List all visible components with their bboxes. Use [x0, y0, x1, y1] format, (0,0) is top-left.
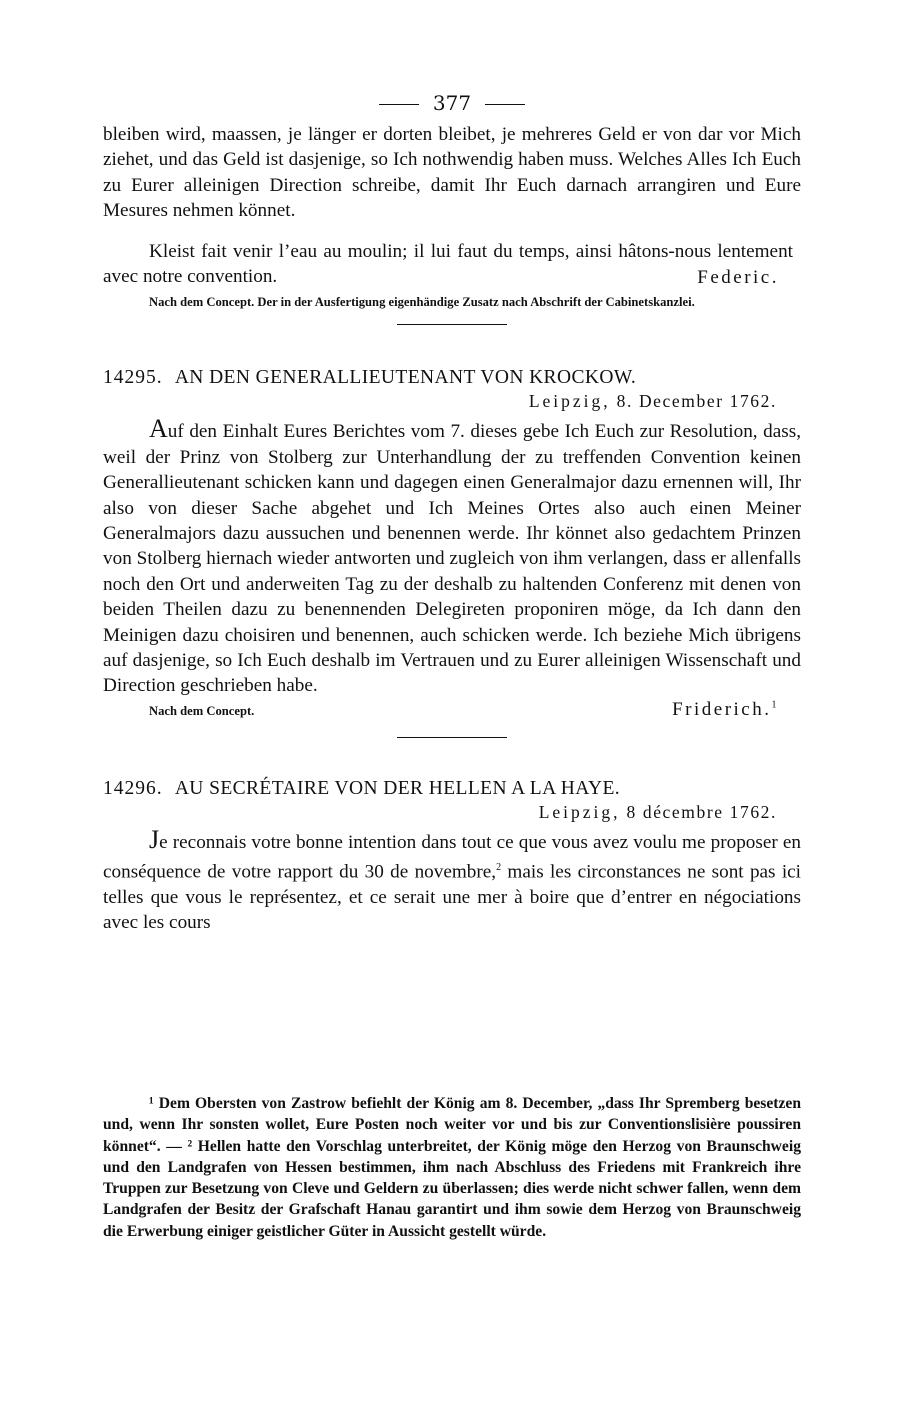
page-number-left-dash	[379, 104, 419, 105]
page-content	[103, 88, 801, 936]
letter-14296-heading	[103, 778, 801, 800]
letter-14296-dateline	[103, 802, 801, 823]
footnote-mark-2: 2	[496, 862, 502, 874]
page-number: 377	[432, 91, 472, 115]
continuation-text	[103, 122, 801, 291]
letter-14296-body	[103, 824, 802, 936]
letter-text: uf den Einhalt Eures Berichtes vom 7. dieses gebe Ich Euch zur Resolution, dass, weil der Prinz von Stolberg zur Unterhandlung der zu treffenden Convention keinen Generallieutenant schicken kann und dagegen einen Generalmajor dazu ernennen will, Ihr also von dieser Sache abgehet und Ich Meines Ortes also auch einen Meiner Generalmajors dazu aussuchen und benennen werde. Ihr könnet also gedachtem Prinzen von Stolberg hiernach wieder antworten und zugleich von ihm verlangen, dass er allenfalls noch den Ort und anderweiten Tag zu der deshalb zu haltenden Conferenz mit denen von beiden Theilen dazu zu benennenden Delegireten proponiren möge, da Ich dann den Meinigen dazu choisiren und benennen, auch schicken werde. Ich beziehe Mich übrigens auf dasjenige, so Ich Euch deshalb im Vertrauen und zu Eurer alleinigen Wissenschaft und Direction geschrieben habe.	[103, 421, 801, 697]
letter-date: 8. December 1762.	[616, 391, 777, 412]
paragraph-gap	[103, 224, 801, 239]
letter-source-note: Nach dem Concept.	[149, 703, 255, 718]
footnote-mark-1: 1	[771, 699, 779, 711]
letter-title: AU SECRÉTAIRE VON DER HELLEN A LA HAYE.	[174, 777, 621, 799]
continuation-paragraph-1: bleiben wird, maassen, je länger er dorten bleibet, je mehreres Geld er von dar vor Mich ziehet, und das Geld ist dasjenige, so Ich nothwendig haben muss. Welches Alles Ich Euch zu Eurer alleinigen Direction schreibe, damit Ihr Euch darnach arrangiren und Eure Mesures nehmen könnet.	[103, 124, 801, 222]
continuation-paragraph-2: Kleist fait venir l’eau au moulin; il lui faut du temps, ainsi hâtons-nous lentement avec notre convention.	[103, 240, 793, 288]
letter-14295-heading	[103, 367, 801, 389]
letter-place: Leipzig,	[538, 801, 621, 822]
source-note-1: Nach dem Concept. Der in der Ausfertigung eigenhändige Zusatz nach Abschrift der Cabinetskanzlei.	[149, 294, 695, 309]
page-number-right-dash	[485, 104, 525, 105]
letter-place: Leipzig,	[528, 391, 611, 412]
letter-number: 14295.	[103, 367, 163, 389]
letter-14295-body	[103, 416, 801, 698]
letter-14295-source-row	[103, 699, 801, 721]
letter-title: AN DEN GENERALLIEUTENANT VON KROCKOW.	[174, 367, 637, 389]
section-divider-2	[397, 737, 507, 738]
footnote-text: ¹ Dem Obersten von Zastrow befiehlt der König am 8. December, „dass Ihr Spremberg besetzen und, wenn Ihr sonsten wollet, Eure Posten noch weiter vor und bis zur Conventionslisière poussiren könnet“. — ² Hellen hatte den Vorschlag unterbreitet, der König möge den Herzog von Braunschweig und den Landgrafen von Hessen bestimmen, ihm nach Abschluss des Friedens mit Frankreich ihre Truppen zur Besetzung von Cleve und Geldern zu überlassen; dies werde nicht schwer fallen, wenn dem Landgrafen der Besitz der Grafschaft Hanau garantirt und ihm sowie dem Herzog von Braunschweig die Erwerbung einiger geistlicher Güter in Aussicht gestellt würde.	[103, 1095, 801, 1240]
signature-federic: Federic.	[697, 267, 779, 289]
letter-dropcap: A	[149, 414, 168, 444]
letter-dropcap: J	[149, 824, 160, 854]
letter-text: e reconnais votre bonne intention dans tout ce que vous avez voulu me proposer en conséquence de votre rapport du 30 de novembre,	[103, 831, 801, 883]
footnotes	[103, 1093, 801, 1242]
letter-text-continued: mais les circonstances ne sont pas ici telles que vous le représentez, et ce serait une mer à boire que d’entrer en négociations avec les cours	[103, 861, 802, 934]
signature-friderich: Friderich.$^1$	[672, 698, 779, 720]
section-divider-1	[397, 324, 507, 325]
page-number-header	[103, 88, 801, 118]
letter-14295-dateline	[103, 391, 801, 412]
letter-number: 14296.	[103, 777, 163, 799]
letter-date: 8 décembre 1762.	[626, 801, 777, 822]
